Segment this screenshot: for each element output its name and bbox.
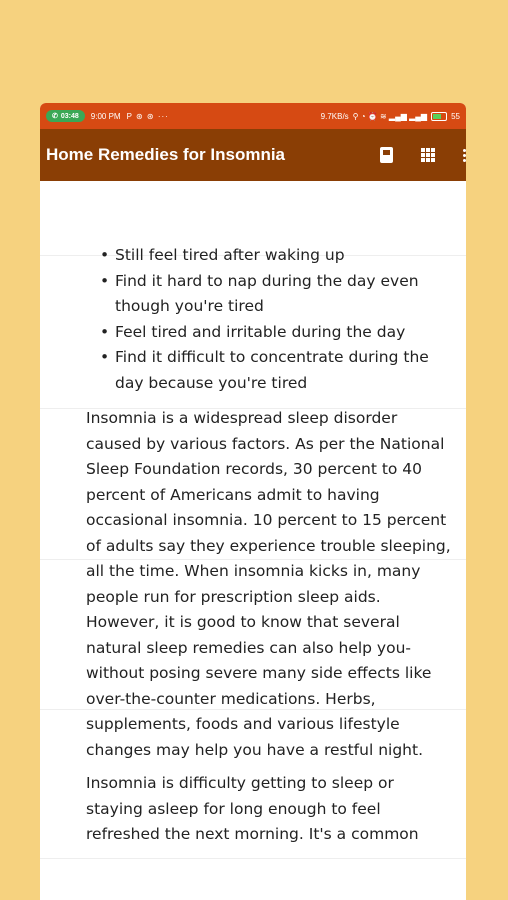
app-bar [40,129,466,181]
article-paragraph: Insomnia is difficulty getting to sleep or staying asleep for long enough to feel refreshed the next morning. It's a common [86,774,419,843]
phone-icon: ✆ [52,113,58,120]
bookmark-icon[interactable] [380,147,393,163]
article-content [40,181,466,848]
battery-level: 55 [451,111,460,121]
list-item: • Find it difficult to concentrate during the day because you're tired [100,345,466,396]
status-bar [40,103,466,129]
status-right [321,112,460,121]
list-item: • Feel tired and irritable during the day [100,320,466,346]
ongoing-call-pill[interactable] [46,110,85,122]
call-timer: 03:48 [60,112,79,120]
battery-icon [431,112,447,121]
more-options-icon[interactable] [463,149,466,162]
phone-screen [40,103,466,900]
list-item: • Find it hard to nap during the day even though you're tired [100,269,466,320]
list-item: • Still feel tired after waking up [100,243,466,269]
grid-icon[interactable] [421,148,435,162]
network-speed: 9.7KB/s [320,111,349,121]
symptom-list [40,243,466,396]
app-title: Home Remedies for Insomnia [46,145,286,164]
clock: 9:00 PM [90,111,121,121]
article-paragraph: Insomnia is a widespread sleep disorder caused by various factors. As per the National Sleep Foundation records, 30 percent to 40 percent of Americans admit to having occasional insomnia. 10 percent to 15 percent of adults say they experience trouble sleeping, all the time. When insomnia kicks in, many people run for prescription sleep aids. However, it is good to know that several natural sleep remedies can also help you- without posing severe many side effects like over-the-counter medications. Herbs, supplements, foods and various lifestyle changes may help you have a restful night. [86,409,451,759]
notification-icons: P ⊛ ⊛ ··· [126,111,169,121]
signal-icons: ⚲ ◔ ⏰ ≋ ▂▄▆ ▂▄▆ [352,111,428,121]
